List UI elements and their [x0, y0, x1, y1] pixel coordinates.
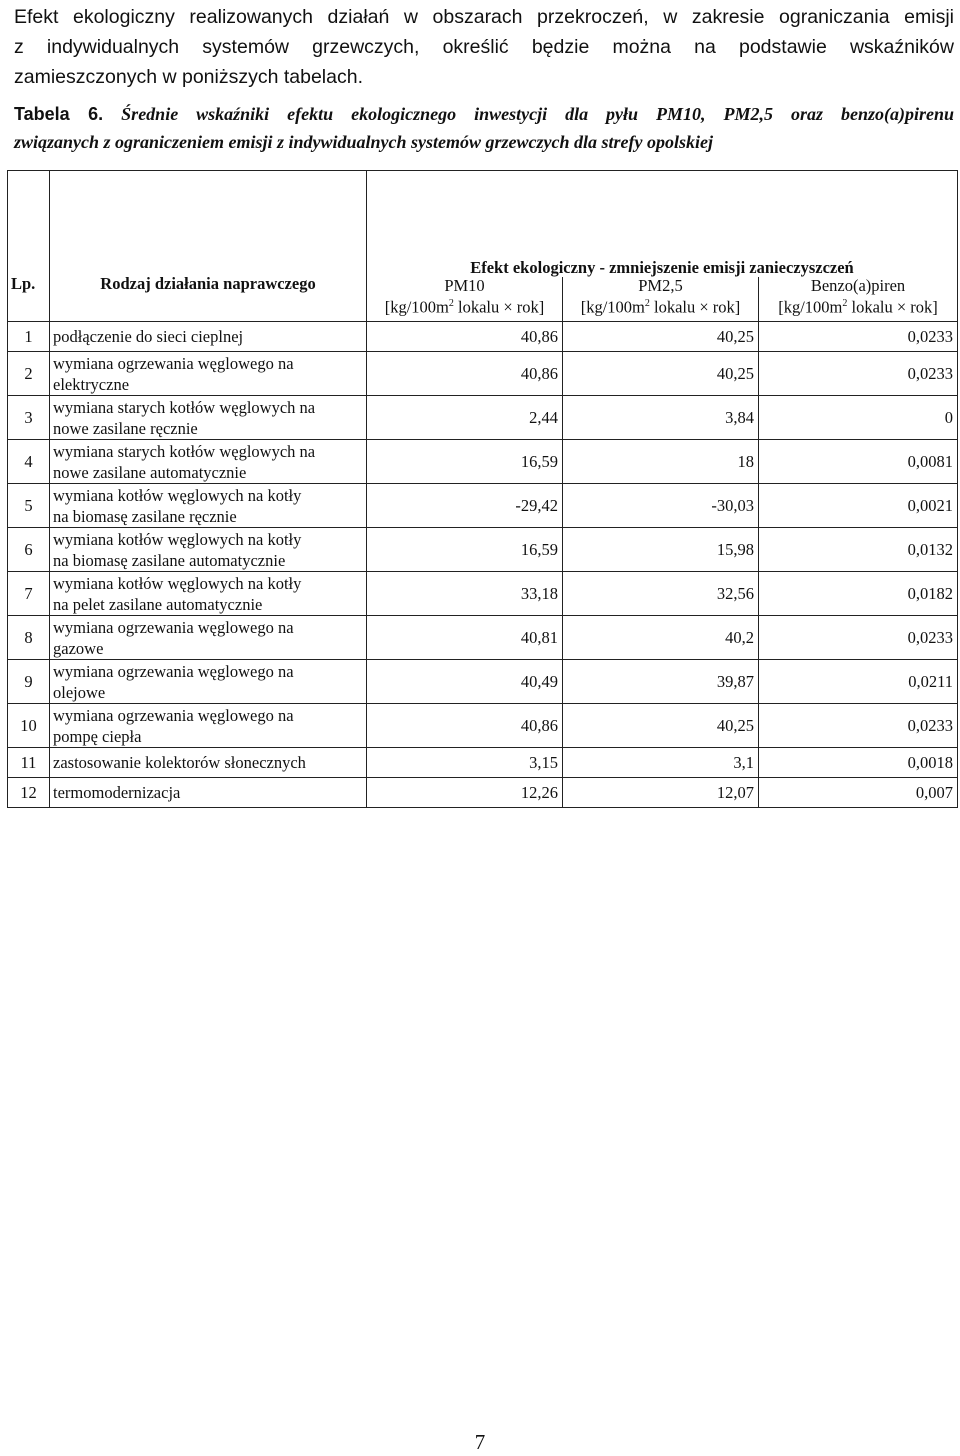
row-action: wymiana kotłów węglowych na kotły na biomasę zasilane automatycznie [50, 528, 367, 572]
table-row [8, 616, 958, 660]
row-pm10: 40,86 [367, 352, 563, 396]
table-row [8, 322, 958, 352]
row-action: wymiana ogrzewania węglowego na gazowe [50, 616, 367, 660]
row-action: wymiana starych kotłów węglowych na nowe zasilane automatycznie [50, 440, 367, 484]
row-lp: 5 [8, 484, 50, 528]
row-lp: 2 [8, 352, 50, 396]
row-pm10: 40,86 [367, 322, 563, 352]
row-bap: 0,0233 [759, 616, 958, 660]
table-row [8, 352, 958, 396]
header-pm25-name: PM2,5 [638, 276, 683, 295]
row-pm10: 2,44 [367, 396, 563, 440]
row-pm25: 3,84 [563, 396, 759, 440]
row-lp: 8 [8, 616, 50, 660]
caption-title-part-1: Średnie wskaźniki efektu ekologicznego inwestycji dla pyłu PM10, PM2,5 oraz benzo(a)pirenu [121, 104, 954, 124]
row-lp: 6 [8, 528, 50, 572]
row-pm10: 40,49 [367, 660, 563, 704]
row-pm10: 16,59 [367, 440, 563, 484]
row-lp: 11 [8, 748, 50, 778]
row-bap: 0,0233 [759, 352, 958, 396]
table-row [8, 396, 958, 440]
table-row [8, 484, 958, 528]
caption-label: Tabela 6. [14, 104, 104, 124]
row-pm10: 33,18 [367, 572, 563, 616]
intro-line: zamieszczonych w poniższych tabelach. [14, 66, 363, 88]
row-lp: 12 [8, 778, 50, 808]
row-pm25: 15,98 [563, 528, 759, 572]
table-row [8, 440, 958, 484]
row-pm25: 32,56 [563, 572, 759, 616]
row-lp: 3 [8, 396, 50, 440]
row-bap: 0,0021 [759, 484, 958, 528]
row-bap: 0,0132 [759, 528, 958, 572]
row-pm10: -29,42 [367, 484, 563, 528]
row-action: termomodernizacja [50, 778, 367, 808]
header-lp: Lp. [8, 171, 50, 322]
row-pm25: 40,25 [563, 322, 759, 352]
row-pm25: 40,25 [563, 704, 759, 748]
caption-title-part-2: związanych z ograniczeniem emisji z indywidualnych systemów grzewczych dla strefy opolskiej [14, 132, 714, 152]
header-action-type: Rodzaj działania naprawczego [50, 171, 367, 322]
table-row [8, 748, 958, 778]
intro-line: z indywidualnych systemów grzewczych, określić będzie można na podstawie wskaźników [14, 36, 954, 58]
header-bap-unit: [$kg/100m^2$ lokalu × rok] [778, 297, 938, 317]
row-lp: 10 [8, 704, 50, 748]
table-row [8, 572, 958, 616]
row-action: podłączenie do sieci cieplnej [50, 322, 367, 352]
row-pm25: 12,07 [563, 778, 759, 808]
row-action: wymiana starych kotłów węglowych na nowe zasilane ręcznie [50, 396, 367, 440]
table-caption [14, 100, 954, 156]
row-bap: 0,0018 [759, 748, 958, 778]
row-pm25: -30,03 [563, 484, 759, 528]
header-ecological-effect: Efekt ekologiczny - zmniejszenie emisji zanieczyszczeń [367, 171, 958, 278]
row-pm10: 3,15 [367, 748, 563, 778]
header-pm25-unit: [$kg/100m^2$ lokalu × rok] [580, 297, 741, 317]
table-row [8, 528, 958, 572]
row-lp: 9 [8, 660, 50, 704]
row-pm10: 12,26 [367, 778, 563, 808]
table-row [8, 778, 958, 808]
row-bap: 0 [759, 396, 958, 440]
row-bap: 0,0081 [759, 440, 958, 484]
table-header-row [8, 171, 958, 278]
table-row [8, 660, 958, 704]
row-bap: 0,0211 [759, 660, 958, 704]
table-row [8, 704, 958, 748]
row-action: wymiana ogrzewania węglowego na pompę ciepła [50, 704, 367, 748]
row-action: wymiana kotłów węglowych na kotły na biomasę zasilane ręcznie [50, 484, 367, 528]
row-bap: 0,007 [759, 778, 958, 808]
intro-paragraph [14, 2, 954, 92]
row-action: wymiana ogrzewania węglowego na olejowe [50, 660, 367, 704]
header-pm10-unit: [$kg/100m^2$ lokalu × rok] [384, 297, 545, 317]
row-pm25: 3,1 [563, 748, 759, 778]
row-pm10: 40,81 [367, 616, 563, 660]
row-bap: 0,0182 [759, 572, 958, 616]
emission-effects-table [7, 170, 958, 808]
row-bap: 0,0233 [759, 704, 958, 748]
row-lp: 7 [8, 572, 50, 616]
row-pm10: 40,86 [367, 704, 563, 748]
header-pm10 [367, 277, 563, 322]
row-bap: 0,0233 [759, 322, 958, 352]
row-pm25: 18 [563, 440, 759, 484]
row-pm25: 40,2 [563, 616, 759, 660]
page-number: 7 [474, 1430, 486, 1454]
intro-line: Efekt ekologiczny realizowanych działań w obszarach przekroczeń, w zakresie ograniczania emisji [14, 6, 954, 28]
row-pm10: 16,59 [367, 528, 563, 572]
row-lp: 1 [8, 322, 50, 352]
header-pm10-name: PM10 [444, 276, 485, 295]
row-pm25: 40,25 [563, 352, 759, 396]
row-action: zastosowanie kolektorów słonecznych [50, 748, 367, 778]
header-pm25 [563, 277, 759, 322]
header-benzoapyrene [759, 277, 958, 322]
row-action: wymiana kotłów węglowych na kotły na pelet zasilane automatycznie [50, 572, 367, 616]
caption-line-1 [14, 100, 954, 128]
row-action: wymiana ogrzewania węglowego na elektryczne [50, 352, 367, 396]
row-lp: 4 [8, 440, 50, 484]
header-bap-name: Benzo(a)piren [810, 276, 906, 295]
row-pm25: 39,87 [563, 660, 759, 704]
